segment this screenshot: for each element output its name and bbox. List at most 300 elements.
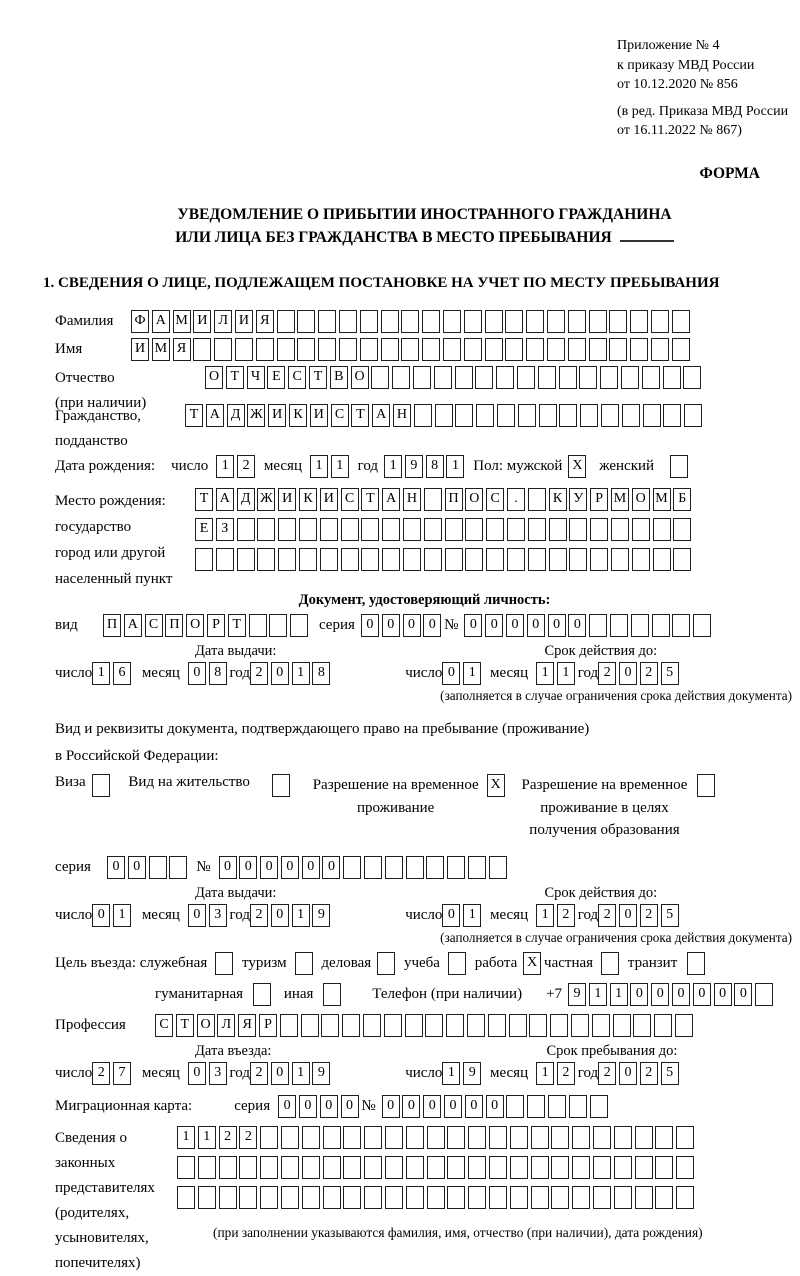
char-cell[interactable]: [621, 366, 639, 389]
char-cell[interactable]: [548, 1095, 566, 1118]
char-cell[interactable]: [277, 310, 295, 333]
char-cell[interactable]: [673, 518, 691, 541]
char-cell[interactable]: 0: [485, 614, 503, 637]
char-cell[interactable]: [405, 1014, 423, 1037]
char-cell[interactable]: [589, 338, 607, 361]
char-cell[interactable]: [601, 952, 619, 975]
char-cell[interactable]: [424, 488, 442, 511]
char-cell[interactable]: [92, 774, 110, 797]
char-cell[interactable]: [363, 1014, 381, 1037]
char-cell[interactable]: Т: [176, 1014, 194, 1037]
char-cell[interactable]: [614, 1156, 632, 1179]
char-cell[interactable]: [297, 338, 315, 361]
purpose-commercial-checkbox[interactable]: [377, 952, 398, 975]
char-cell[interactable]: 0: [403, 614, 421, 637]
char-cell[interactable]: Т: [351, 404, 369, 427]
char-cell[interactable]: [609, 338, 627, 361]
char-cell[interactable]: .: [507, 488, 525, 511]
char-cell[interactable]: [364, 1186, 382, 1209]
char-cell[interactable]: [655, 1156, 673, 1179]
char-cell[interactable]: [653, 518, 671, 541]
char-cell[interactable]: П: [165, 614, 183, 637]
char-cell[interactable]: [489, 1126, 507, 1149]
char-cell[interactable]: [406, 856, 424, 879]
char-cell[interactable]: 0: [619, 662, 637, 685]
char-cell[interactable]: 0: [322, 856, 340, 879]
char-cell[interactable]: [443, 338, 461, 361]
char-cell[interactable]: [559, 404, 577, 427]
char-cell[interactable]: [343, 1186, 361, 1209]
char-cell[interactable]: И: [320, 488, 338, 511]
char-cell[interactable]: [281, 1156, 299, 1179]
residence-issue-year[interactable]: [250, 904, 333, 927]
temp-permit-checkbox[interactable]: [487, 774, 508, 797]
residence-valid-year[interactable]: [598, 904, 681, 927]
char-cell[interactable]: 0: [271, 1062, 289, 1085]
char-cell[interactable]: [364, 1126, 382, 1149]
char-cell[interactable]: 0: [402, 1095, 420, 1118]
char-cell[interactable]: [427, 1186, 445, 1209]
char-cell[interactable]: С: [331, 404, 349, 427]
char-cell[interactable]: [551, 1126, 569, 1149]
char-cell[interactable]: [257, 548, 275, 571]
char-cell[interactable]: А: [124, 614, 142, 637]
char-cell[interactable]: [630, 338, 648, 361]
char-cell[interactable]: [339, 310, 357, 333]
char-cell[interactable]: 0: [271, 662, 289, 685]
char-cell[interactable]: [590, 1095, 608, 1118]
char-cell[interactable]: 1: [292, 1062, 310, 1085]
char-cell[interactable]: [364, 1156, 382, 1179]
birthplace-cells-row3[interactable]: [195, 548, 694, 571]
char-cell[interactable]: [435, 404, 453, 427]
char-cell[interactable]: 1: [463, 904, 481, 927]
char-cell[interactable]: И: [278, 488, 296, 511]
char-cell[interactable]: [568, 338, 586, 361]
char-cell[interactable]: [468, 856, 486, 879]
char-cell[interactable]: [697, 774, 715, 797]
char-cell[interactable]: 0: [568, 614, 586, 637]
char-cell[interactable]: [497, 404, 515, 427]
char-cell[interactable]: [301, 1014, 319, 1037]
char-cell[interactable]: [381, 310, 399, 333]
char-cell[interactable]: 0: [299, 1095, 317, 1118]
char-cell[interactable]: [277, 338, 295, 361]
char-cell[interactable]: [510, 1126, 528, 1149]
char-cell[interactable]: [528, 548, 546, 571]
char-cell[interactable]: П: [445, 488, 463, 511]
char-cell[interactable]: [385, 1156, 403, 1179]
surname-cells[interactable]: [131, 310, 693, 333]
char-cell[interactable]: И: [268, 404, 286, 427]
char-cell[interactable]: [476, 404, 494, 427]
char-cell[interactable]: [589, 310, 607, 333]
char-cell[interactable]: Т: [361, 488, 379, 511]
char-cell[interactable]: [323, 1126, 341, 1149]
char-cell[interactable]: 0: [92, 904, 110, 927]
char-cell[interactable]: [318, 338, 336, 361]
char-cell[interactable]: [465, 548, 483, 571]
entry-month[interactable]: [188, 1062, 230, 1085]
char-cell[interactable]: [531, 1156, 549, 1179]
identity-issue-month[interactable]: [188, 662, 230, 685]
char-cell[interactable]: 2: [250, 904, 268, 927]
char-cell[interactable]: 8: [426, 455, 444, 478]
char-cell[interactable]: [177, 1156, 195, 1179]
char-cell[interactable]: [572, 1126, 590, 1149]
char-cell[interactable]: [323, 1156, 341, 1179]
citizenship-cells[interactable]: [185, 404, 705, 427]
char-cell[interactable]: [527, 1095, 545, 1118]
char-cell[interactable]: С: [288, 366, 306, 389]
char-cell[interactable]: [569, 548, 587, 571]
birthplace-cells-row2[interactable]: [195, 518, 694, 541]
char-cell[interactable]: 2: [250, 1062, 268, 1085]
char-cell[interactable]: 0: [506, 614, 524, 637]
char-cell[interactable]: [518, 404, 536, 427]
char-cell[interactable]: [613, 1014, 631, 1037]
char-cell[interactable]: [632, 548, 650, 571]
char-cell[interactable]: 0: [271, 904, 289, 927]
char-cell[interactable]: [652, 614, 670, 637]
char-cell[interactable]: [590, 548, 608, 571]
char-cell[interactable]: [528, 488, 546, 511]
char-cell[interactable]: [593, 1126, 611, 1149]
char-cell[interactable]: Р: [590, 488, 608, 511]
char-cell[interactable]: [360, 310, 378, 333]
char-cell[interactable]: X: [487, 774, 505, 797]
char-cell[interactable]: 1: [198, 1126, 216, 1149]
char-cell[interactable]: 5: [661, 904, 679, 927]
char-cell[interactable]: 1: [177, 1126, 195, 1149]
char-cell[interactable]: Т: [309, 366, 327, 389]
char-cell[interactable]: [551, 1186, 569, 1209]
char-cell[interactable]: О: [465, 488, 483, 511]
char-cell[interactable]: [571, 1014, 589, 1037]
char-cell[interactable]: С: [341, 488, 359, 511]
identity-issue-year[interactable]: [250, 662, 333, 685]
char-cell[interactable]: [237, 518, 255, 541]
char-cell[interactable]: [406, 1156, 424, 1179]
char-cell[interactable]: Д: [237, 488, 255, 511]
char-cell[interactable]: [579, 366, 597, 389]
char-cell[interactable]: [422, 310, 440, 333]
char-cell[interactable]: [253, 983, 271, 1006]
char-cell[interactable]: Н: [393, 404, 411, 427]
char-cell[interactable]: 1: [331, 455, 349, 478]
char-cell[interactable]: [426, 856, 444, 879]
char-cell[interactable]: 0: [188, 662, 206, 685]
residence-valid-day[interactable]: [442, 904, 484, 927]
char-cell[interactable]: [547, 338, 565, 361]
char-cell[interactable]: [643, 404, 661, 427]
char-cell[interactable]: 7: [113, 1062, 131, 1085]
char-cell[interactable]: [239, 1156, 257, 1179]
residence-issue-month[interactable]: [188, 904, 230, 927]
char-cell[interactable]: [547, 310, 565, 333]
char-cell[interactable]: [672, 338, 690, 361]
char-cell[interactable]: [455, 404, 473, 427]
char-cell[interactable]: [510, 1156, 528, 1179]
char-cell[interactable]: 1: [536, 904, 554, 927]
char-cell[interactable]: [675, 1014, 693, 1037]
migration-number-cells[interactable]: [382, 1095, 611, 1118]
char-cell[interactable]: 9: [312, 1062, 330, 1085]
char-cell[interactable]: 2: [250, 662, 268, 685]
stay-day[interactable]: [442, 1062, 484, 1085]
char-cell[interactable]: 2: [92, 1062, 110, 1085]
char-cell[interactable]: [149, 856, 167, 879]
char-cell[interactable]: [609, 310, 627, 333]
char-cell[interactable]: [655, 1126, 673, 1149]
char-cell[interactable]: М: [173, 310, 191, 333]
char-cell[interactable]: [381, 338, 399, 361]
char-cell[interactable]: [392, 366, 410, 389]
male-checkbox[interactable]: [568, 455, 589, 478]
migration-series-cells[interactable]: [278, 1095, 361, 1118]
char-cell[interactable]: Т: [226, 366, 244, 389]
char-cell[interactable]: 0: [734, 983, 752, 1006]
char-cell[interactable]: [635, 1156, 653, 1179]
char-cell[interactable]: [361, 548, 379, 571]
char-cell[interactable]: [216, 548, 234, 571]
char-cell[interactable]: [198, 1186, 216, 1209]
char-cell[interactable]: 3: [209, 904, 227, 927]
char-cell[interactable]: 8: [209, 662, 227, 685]
char-cell[interactable]: [343, 856, 361, 879]
edu-permit-checkbox[interactable]: [697, 774, 718, 797]
char-cell[interactable]: З: [216, 518, 234, 541]
char-cell[interactable]: А: [206, 404, 224, 427]
char-cell[interactable]: [568, 310, 586, 333]
char-cell[interactable]: [445, 518, 463, 541]
char-cell[interactable]: К: [289, 404, 307, 427]
char-cell[interactable]: [653, 548, 671, 571]
birthplace-cells-row1[interactable]: [195, 488, 694, 511]
char-cell[interactable]: [488, 1014, 506, 1037]
char-cell[interactable]: [611, 548, 629, 571]
char-cell[interactable]: [593, 1156, 611, 1179]
char-cell[interactable]: К: [549, 488, 567, 511]
identity-issue-day[interactable]: [92, 662, 134, 685]
char-cell[interactable]: [371, 366, 389, 389]
char-cell[interactable]: Я: [238, 1014, 256, 1037]
char-cell[interactable]: [195, 548, 213, 571]
char-cell[interactable]: 0: [442, 904, 460, 927]
char-cell[interactable]: [361, 518, 379, 541]
char-cell[interactable]: [549, 518, 567, 541]
char-cell[interactable]: 1: [310, 455, 328, 478]
char-cell[interactable]: [468, 1186, 486, 1209]
char-cell[interactable]: [486, 548, 504, 571]
char-cell[interactable]: 0: [527, 614, 545, 637]
purpose-tourism-checkbox[interactable]: [295, 952, 316, 975]
char-cell[interactable]: [235, 338, 253, 361]
char-cell[interactable]: [633, 1014, 651, 1037]
char-cell[interactable]: 2: [640, 1062, 658, 1085]
char-cell[interactable]: 2: [239, 1126, 257, 1149]
char-cell[interactable]: 9: [312, 904, 330, 927]
char-cell[interactable]: [422, 338, 440, 361]
char-cell[interactable]: [447, 856, 465, 879]
char-cell[interactable]: [341, 518, 359, 541]
char-cell[interactable]: [385, 856, 403, 879]
char-cell[interactable]: Е: [195, 518, 213, 541]
entry-day[interactable]: [92, 1062, 134, 1085]
char-cell[interactable]: [447, 1156, 465, 1179]
purpose-humanitarian-checkbox[interactable]: [253, 983, 274, 1006]
char-cell[interactable]: [446, 1014, 464, 1037]
char-cell[interactable]: 0: [219, 856, 237, 879]
char-cell[interactable]: С: [155, 1014, 173, 1037]
char-cell[interactable]: 0: [188, 1062, 206, 1085]
char-cell[interactable]: О: [351, 366, 369, 389]
char-cell[interactable]: [278, 518, 296, 541]
char-cell[interactable]: [256, 338, 274, 361]
char-cell[interactable]: 0: [423, 1095, 441, 1118]
char-cell[interactable]: [406, 1186, 424, 1209]
char-cell[interactable]: Ф: [131, 310, 149, 333]
char-cell[interactable]: [414, 404, 432, 427]
char-cell[interactable]: [655, 1186, 673, 1209]
char-cell[interactable]: Я: [173, 338, 191, 361]
char-cell[interactable]: [507, 518, 525, 541]
char-cell[interactable]: [670, 455, 688, 478]
char-cell[interactable]: И: [131, 338, 149, 361]
char-cell[interactable]: Р: [259, 1014, 277, 1037]
char-cell[interactable]: [295, 952, 313, 975]
identity-number-cells[interactable]: [464, 614, 714, 637]
char-cell[interactable]: 0: [651, 983, 669, 1006]
char-cell[interactable]: [260, 1156, 278, 1179]
name-cells[interactable]: [131, 338, 693, 361]
char-cell[interactable]: [447, 1126, 465, 1149]
purpose-transit-checkbox[interactable]: [687, 952, 708, 975]
birth-year-cells[interactable]: [384, 455, 467, 478]
char-cell[interactable]: [424, 548, 442, 571]
char-cell[interactable]: 1: [589, 983, 607, 1006]
char-cell[interactable]: [219, 1186, 237, 1209]
char-cell[interactable]: [651, 310, 669, 333]
char-cell[interactable]: [281, 1126, 299, 1149]
char-cell[interactable]: [237, 548, 255, 571]
char-cell[interactable]: [651, 338, 669, 361]
char-cell[interactable]: [468, 1156, 486, 1179]
char-cell[interactable]: [323, 1186, 341, 1209]
char-cell[interactable]: 1: [442, 1062, 460, 1085]
char-cell[interactable]: [489, 856, 507, 879]
char-cell[interactable]: 0: [444, 1095, 462, 1118]
char-cell[interactable]: [526, 338, 544, 361]
char-cell[interactable]: 0: [672, 983, 690, 1006]
char-cell[interactable]: [531, 1186, 549, 1209]
char-cell[interactable]: А: [216, 488, 234, 511]
char-cell[interactable]: 0: [188, 904, 206, 927]
char-cell[interactable]: [505, 310, 523, 333]
purpose-private-checkbox[interactable]: [601, 952, 622, 975]
char-cell[interactable]: [663, 404, 681, 427]
char-cell[interactable]: [401, 338, 419, 361]
char-cell[interactable]: [539, 404, 557, 427]
char-cell[interactable]: Т: [228, 614, 246, 637]
char-cell[interactable]: [280, 1014, 298, 1037]
profession-cells[interactable]: [155, 1014, 696, 1037]
char-cell[interactable]: 0: [278, 1095, 296, 1118]
char-cell[interactable]: [505, 338, 523, 361]
char-cell[interactable]: 1: [463, 662, 481, 685]
char-cell[interactable]: [177, 1186, 195, 1209]
char-cell[interactable]: [672, 310, 690, 333]
char-cell[interactable]: [299, 518, 317, 541]
char-cell[interactable]: 0: [302, 856, 320, 879]
char-cell[interactable]: [198, 1156, 216, 1179]
char-cell[interactable]: [507, 548, 525, 571]
char-cell[interactable]: [526, 310, 544, 333]
char-cell[interactable]: 2: [640, 662, 658, 685]
residence-permit-checkbox[interactable]: [272, 774, 293, 797]
identity-valid-month[interactable]: [536, 662, 578, 685]
char-cell[interactable]: А: [152, 310, 170, 333]
char-cell[interactable]: 1: [92, 662, 110, 685]
char-cell[interactable]: [549, 548, 567, 571]
char-cell[interactable]: [269, 614, 287, 637]
char-cell[interactable]: [569, 518, 587, 541]
char-cell[interactable]: А: [372, 404, 390, 427]
char-cell[interactable]: [169, 856, 187, 879]
char-cell[interactable]: [360, 338, 378, 361]
char-cell[interactable]: 0: [693, 983, 711, 1006]
char-cell[interactable]: 0: [361, 614, 379, 637]
char-cell[interactable]: О: [186, 614, 204, 637]
char-cell[interactable]: Е: [267, 366, 285, 389]
birth-month-cells[interactable]: [310, 455, 352, 478]
char-cell[interactable]: Т: [195, 488, 213, 511]
char-cell[interactable]: [592, 1014, 610, 1037]
char-cell[interactable]: [550, 1014, 568, 1037]
purpose-study-checkbox[interactable]: [448, 952, 469, 975]
char-cell[interactable]: [382, 548, 400, 571]
char-cell[interactable]: 0: [619, 1062, 637, 1085]
char-cell[interactable]: 0: [465, 1095, 483, 1118]
char-cell[interactable]: [635, 1126, 653, 1149]
char-cell[interactable]: [403, 548, 421, 571]
char-cell[interactable]: [260, 1126, 278, 1149]
char-cell[interactable]: 0: [714, 983, 732, 1006]
char-cell[interactable]: [193, 338, 211, 361]
char-cell[interactable]: 0: [320, 1095, 338, 1118]
char-cell[interactable]: В: [330, 366, 348, 389]
char-cell[interactable]: [302, 1186, 320, 1209]
birth-day-cells[interactable]: [216, 455, 258, 478]
residence-valid-month[interactable]: [536, 904, 578, 927]
char-cell[interactable]: У: [569, 488, 587, 511]
char-cell[interactable]: 0: [630, 983, 648, 1006]
patronymic-cells[interactable]: [205, 366, 704, 389]
female-checkbox[interactable]: [670, 455, 691, 478]
char-cell[interactable]: [447, 1186, 465, 1209]
char-cell[interactable]: [455, 366, 473, 389]
char-cell[interactable]: [297, 310, 315, 333]
char-cell[interactable]: 0: [442, 662, 460, 685]
char-cell[interactable]: [551, 1156, 569, 1179]
char-cell[interactable]: [321, 1014, 339, 1037]
residence-series-cells[interactable]: [107, 856, 190, 879]
char-cell[interactable]: 1: [384, 455, 402, 478]
char-cell[interactable]: [260, 1186, 278, 1209]
char-cell[interactable]: [683, 366, 701, 389]
char-cell[interactable]: А: [382, 488, 400, 511]
char-cell[interactable]: [299, 548, 317, 571]
